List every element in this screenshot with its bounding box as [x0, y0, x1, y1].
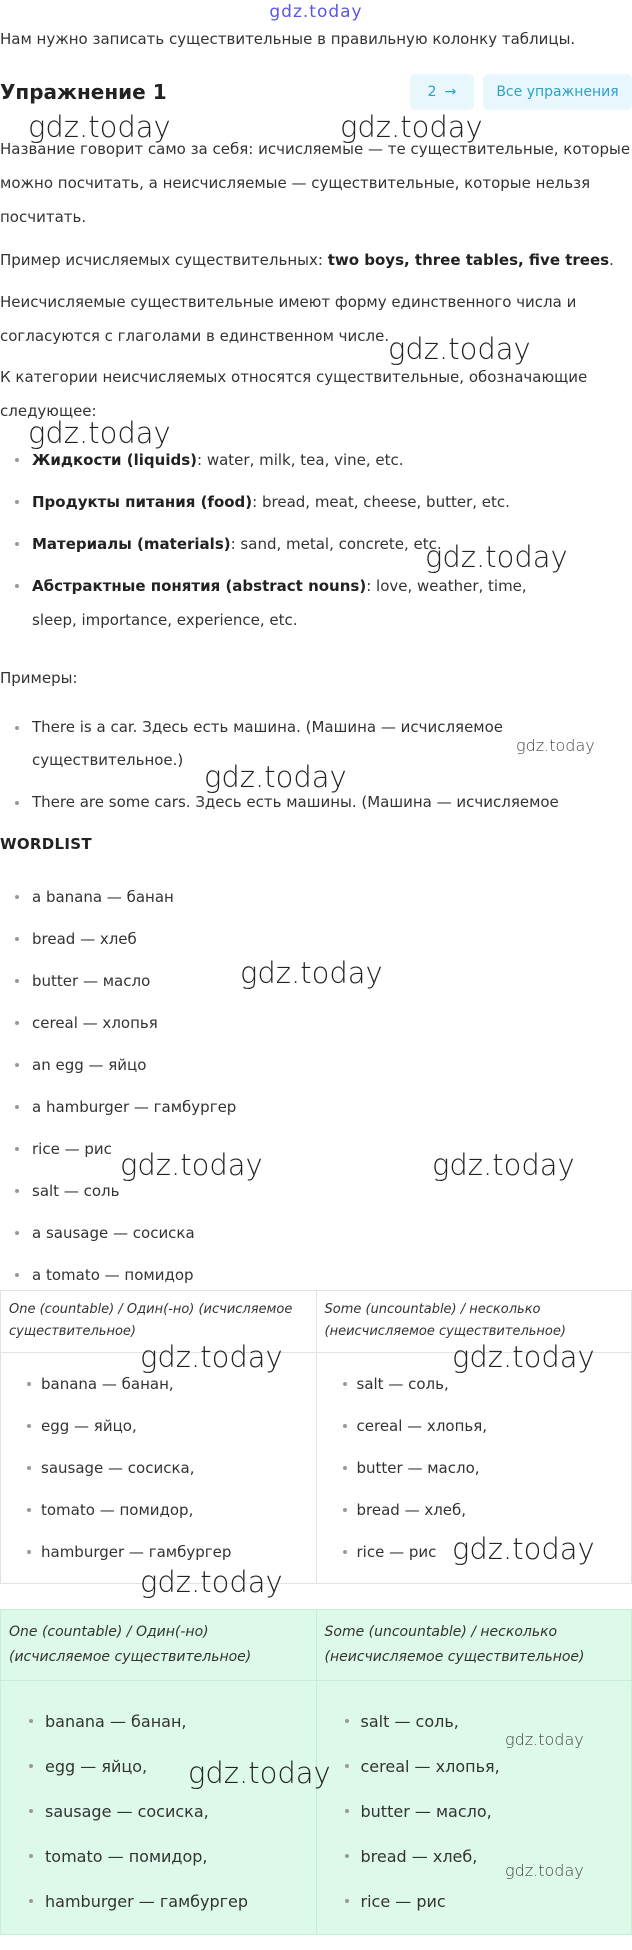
list-item: a hamburger — гамбургер: [0, 1086, 620, 1128]
watermark: gdz.today: [240, 956, 383, 990]
list-item: egg — яйцо,: [1, 1744, 316, 1789]
list-item: butter — масло,: [317, 1447, 632, 1489]
next-exercise-label: 2: [427, 84, 437, 100]
list-item: bread — хлеб,: [317, 1489, 632, 1531]
list-item: a banana — банан: [0, 876, 620, 918]
countable-examples: two boys, three tables, five trees: [327, 251, 610, 269]
exercise-title: Упражнение 1: [0, 80, 167, 104]
list-item: rice — рис: [0, 1128, 620, 1170]
list-item: rice — рис: [317, 1531, 632, 1573]
watermark: gdz.today: [120, 1148, 263, 1182]
watermark: gdz.today: [388, 332, 531, 366]
list-item: butter — масло: [0, 960, 620, 1002]
wordlist: [0, 876, 620, 1296]
list-item: Материалы (materials): sand, metal, concrete, etc.: [0, 527, 620, 561]
rule-paragraph-2: Пример исчисляемых существительных: two boys, three tables, five trees.: [0, 251, 614, 269]
list-item: sausage — сосиска,: [1, 1447, 316, 1489]
watermark: gdz.today: [452, 1340, 595, 1374]
examples-label: Примеры:: [0, 669, 78, 687]
watermark: gdz.today: [505, 1861, 584, 1880]
uncountable-header: Some (uncountable) / несколько (неисчисляемое существительное): [316, 1291, 632, 1353]
next-exercise-button[interactable]: [410, 74, 474, 110]
watermark: gdz.today: [516, 736, 595, 755]
list-item: rice — рис: [317, 1879, 632, 1924]
list-item: banana — банан,: [1, 1363, 316, 1405]
list-item: a tomato — помидор: [0, 1254, 620, 1296]
list-item: sausage — сосиска,: [1, 1789, 316, 1834]
list-item: tomato — помидор,: [1, 1489, 316, 1531]
wordlist-heading: WORDLIST: [0, 835, 92, 853]
watermark: gdz.today: [340, 110, 483, 144]
list-item: cereal — хлопья,: [317, 1405, 632, 1447]
site-logo[interactable]: gdz.today: [269, 2, 363, 22]
countable-header: One (countable) / Один(-но) (исчисляемое существительное): [1, 1291, 317, 1353]
rule-paragraph-3: Неисчисляемые существительные имеют форму единственного числа и согласуются с глаголами в единственном числе.: [0, 293, 577, 345]
list-item: Абстрактные понятия (abstract nouns): love, weather, time, sleep, importance, experience, etc.: [0, 569, 560, 637]
watermark: gdz.today: [505, 1730, 584, 1749]
watermark: gdz.today: [188, 1756, 331, 1790]
list-item: tomato — помидор,: [1, 1834, 316, 1879]
countable-cell: [1, 1681, 317, 1935]
watermark: gdz.today: [140, 1565, 283, 1599]
list-item: a sausage — сосиска: [0, 1212, 620, 1254]
list-item: egg — яйцо,: [1, 1405, 316, 1447]
rule-paragraph-4: К категории неисчисляемых относятся существительные, обозначающие следующее:: [0, 368, 588, 420]
list-item: bread — хлеб: [0, 918, 620, 960]
uncountable-header: Some (uncountable) / несколько (неисчисляемое существительное): [316, 1610, 632, 1681]
list-item: There is a car. Здесь есть машина. (Машина — исчисляемое существительное.): [0, 711, 560, 777]
list-item: hamburger — гамбургер: [1, 1879, 316, 1924]
list-item: bread — хлеб,: [317, 1834, 632, 1879]
list-item: Продукты питания (food): bread, meat, cheese, butter, etc.: [0, 485, 620, 519]
list-item: Жидкости (liquids): water, milk, tea, vine, etc.: [0, 443, 620, 477]
list-item: salt — соль,: [317, 1699, 632, 1744]
watermark: gdz.today: [204, 760, 347, 794]
watermark: gdz.today: [452, 1532, 595, 1566]
rule-paragraph-1: Название говорит само за себя: исчисляемые — те существительные, которые можно посчитать, а неисчисляемые — существительные, которые нельзя посчитать.: [0, 140, 631, 226]
list-item: butter — масло,: [317, 1789, 632, 1834]
countable-header: One (countable) / Один(-но) (исчисляемое существительное): [1, 1610, 317, 1681]
all-exercises-button[interactable]: Все упражнения: [483, 74, 632, 110]
list-item: There are some cars. Здесь есть машины. (Машина — исчисляемое: [0, 786, 620, 819]
list-item: hamburger — гамбургер: [1, 1531, 316, 1573]
watermark: gdz.today: [432, 1148, 575, 1182]
list-item: salt — соль: [0, 1170, 620, 1212]
list-item: an egg — яйцо: [0, 1044, 620, 1086]
list-item: banana — банан,: [1, 1699, 316, 1744]
list-item: cereal — хлопья,: [317, 1744, 632, 1789]
watermark: gdz.today: [28, 110, 171, 144]
watermark: gdz.today: [28, 416, 171, 450]
uncountable-cell: [316, 1681, 632, 1935]
arrow-right-icon: →: [444, 84, 457, 100]
countable-cell: [1, 1353, 317, 1584]
list-item: cereal — хлопья: [0, 1002, 620, 1044]
watermark: gdz.today: [140, 1340, 283, 1374]
intro-text: Нам нужно записать существительные в правильную колонку таблицы.: [0, 30, 576, 48]
list-item: salt — соль,: [317, 1363, 632, 1405]
watermark: gdz.today: [425, 540, 568, 574]
